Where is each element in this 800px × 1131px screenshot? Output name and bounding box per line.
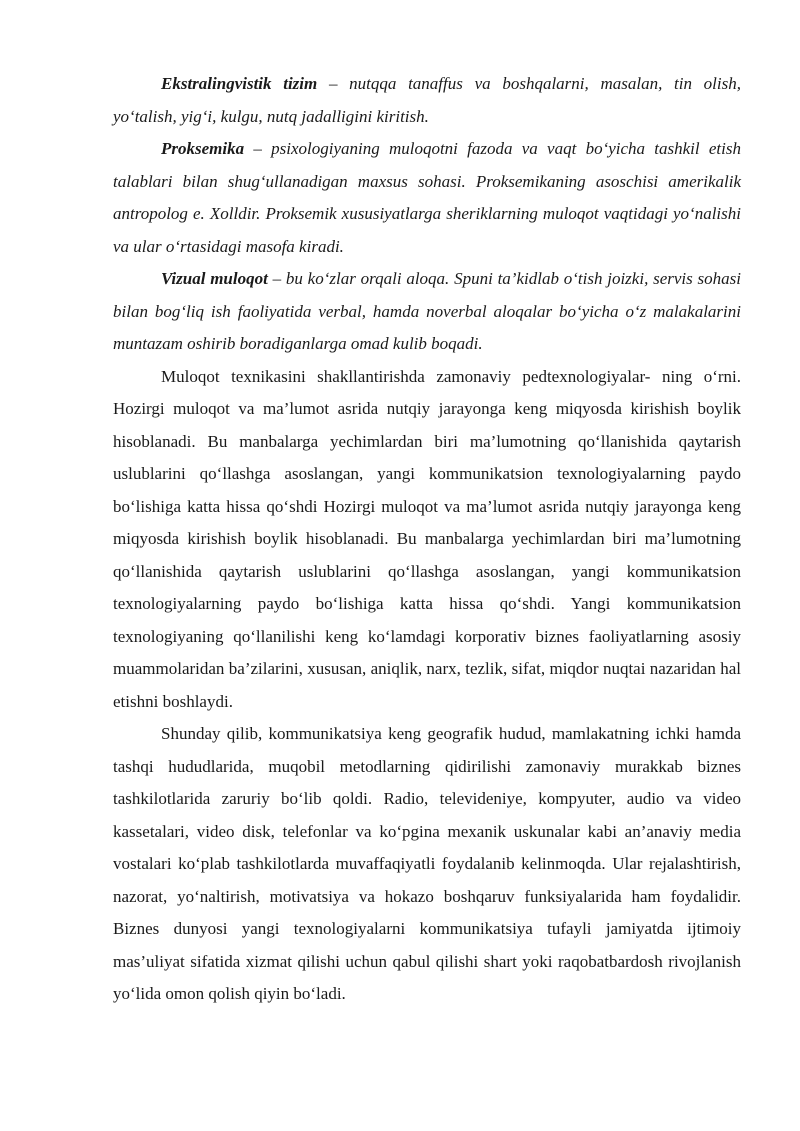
- paragraph-proksemika: [113, 133, 741, 263]
- paragraph-muloqot-texnikasi: Muloqot texnikasini shakllantirishda zamonaviy pedtexnologiyalar- ning o‘rni. Hozirgi muloqot va ma’lumot asrida nutqiy jarayonga keng miqyosda kirishish boylik hisoblanadi. Bu manbalarga yechimlardan biri ma’lumotning qo‘llanishida qaytarish uslublarini qo‘llashga asoslangan, yangi kommunikatsion texnologiyalarning paydo bo‘lishiga katta hissa qo‘shdi Hozirgi muloqot va ma’lumot asrida nutqiy jarayonga keng miqyosda kirishish boylik hisoblanadi. Bu manbalarga yechimlardan biri ma’lumotning qo‘llanishida qaytarish uslublarini qo‘llashga asoslangan, yangi kommunikatsion texnologiyalarning paydo bo‘lishiga katta hissa qo‘shdi. Yangi kommunikatsion texnologiyaning qo‘llanilishi keng ko‘lamdagi korporativ biznes faoliyatlarning asosiy muammolaridan ba’zilarini, xususan, aniqlik, narx, tezlik, sifat, miqdor nuqtai nazaridan hal etishni boshlaydi.: [113, 366, 741, 711]
- definition-proksemika: – psixologiyaning muloqotni fazoda va vaqt bo‘yicha tashkil etish talablari bilan shug‘ullanadigan maxsus sohasi. Proksemikaning asoschisi amerikalik antropolog e. Xolldir. Proksemik xususiyatlarga sheriklarning muloqot vaqtidagi yo‘nalishi va ular o‘rtasidagi masofa kiradi.: [113, 139, 741, 256]
- term-proksemika: Proksemika: [161, 139, 245, 158]
- paragraph-vizual-muloqot: [113, 263, 741, 361]
- paragraph-ekstralingvistik: [113, 68, 741, 133]
- paragraph-shunday-qilib: Shunday qilib, kommunikatsiya keng geografik hudud, mamlakatning ichki hamda tashqi hududlarida, muqobil metodlarning qidirilishi zamonaviy murakkab biznes tashkilotlarida zaruriy bo‘lib qoldi. Radio, televideniye, kompyuter, audio va video kassetalari, video disk, telefonlar va ko‘pgina mexanik uskunalar kabi an’anaviy media vostalari ko‘plab tashkilotlarda muvaffaqiyatli foydalanib kelinmoqda. Ular rejalashtirish, nazorat, yo‘naltirish, motivatsiya va hokazo boshqaruv funksiyalarida ham foydalidir. Biznes dunyosi yangi texnologiyalarni kommunikatsiya tufayli jamiyatda ijtimoiy mas’uliyat sifatida xizmat qilishi uchun qabul qilishi shart yoki raqobatbardosh rivojlanish yo‘lida omon qolish qiyin bo‘ladi.: [113, 724, 741, 1003]
- term-ekstralingvistik: Ekstralingvistik tizim: [161, 74, 318, 93]
- definition-ekstralingvistik: – nutqqa tanaffus va boshqalarni, masalan, tin olish, yo‘talish, yig‘i, kulgu, nutq jadalligini kiritish.: [113, 74, 741, 126]
- definition-vizual-muloqot: – bu ko‘zlar orqali aloqa. Spuni ta’kidlab o‘tish joizki, servis sohasi bilan bog‘liq ish faoliyatida verbal, hamda noverbal aloqalar bo‘yicha o‘z malakalarini muntazam oshirib boradiganlarga omad kulib boqadi.: [113, 269, 741, 353]
- document-page: [113, 68, 741, 1011]
- term-vizual-muloqot: Vizual muloqot: [161, 269, 268, 288]
